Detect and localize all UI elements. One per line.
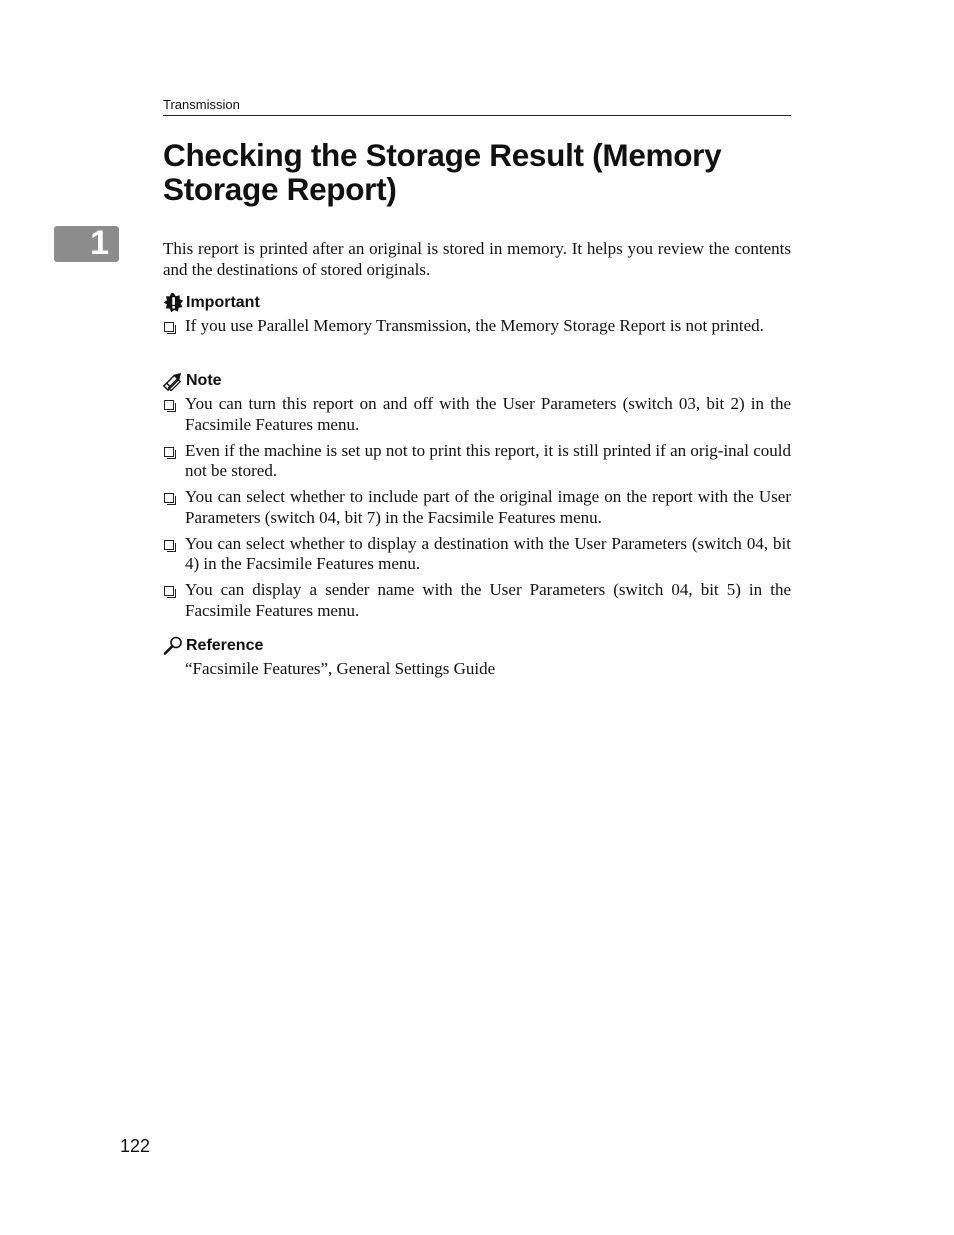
important-label: Important xyxy=(186,294,260,311)
checkbox-bullet-icon xyxy=(164,540,174,550)
note-heading xyxy=(163,371,222,391)
checkbox-bullet-icon xyxy=(164,586,174,596)
list-item: You can turn this report on and off with the User Parameters (switch 03, bit 2) in the Facsimile Features menu. xyxy=(163,394,791,435)
reference-text: “Facsimile Features”, General Settings Guide xyxy=(185,659,496,678)
reference-label: Reference xyxy=(186,637,264,654)
checkbox-bullet-icon xyxy=(164,400,174,410)
page-number: 122 xyxy=(120,1136,151,1156)
important-list xyxy=(163,316,791,337)
list-item: You can select whether to include part of the original image on the report with the User Parameters (switch 04, bit 7) in the Facsimile Features menu. xyxy=(163,487,791,528)
pencil-icon xyxy=(163,371,184,391)
running-head: Transmission xyxy=(163,97,240,112)
note-label: Note xyxy=(186,372,222,389)
list-item: You can display a sender name with the User Parameters (switch 04, bit 5) in the Facsimile Features menu. xyxy=(163,580,791,621)
list-item: You can select whether to display a destination with the User Parameters (switch 04, bit 4) in the Facsimile Features menu. xyxy=(163,534,791,575)
checkbox-bullet-icon xyxy=(164,447,174,457)
magnifier-icon xyxy=(163,636,184,656)
header-rule xyxy=(163,115,791,116)
list-item: If you use Parallel Memory Transmission, the Memory Storage Report is not printed. xyxy=(163,316,791,337)
note-list xyxy=(163,394,791,621)
reference-heading xyxy=(163,636,263,656)
intro-paragraph: This report is printed after an original is stored in memory. It helps you review the contents and the destinations of stored originals. xyxy=(163,239,791,279)
important-heading xyxy=(163,293,260,313)
chapter-number: 1 xyxy=(90,224,109,262)
page-title: Checking the Storage Result (Memory Storage Report) xyxy=(163,137,722,207)
chapter-tab xyxy=(54,226,119,262)
list-item: Even if the machine is set up not to print this report, it is still printed if an orig-inal could not be stored. xyxy=(163,441,791,482)
checkbox-bullet-icon xyxy=(164,493,174,503)
important-icon xyxy=(163,293,184,313)
checkbox-bullet-icon xyxy=(164,322,174,332)
